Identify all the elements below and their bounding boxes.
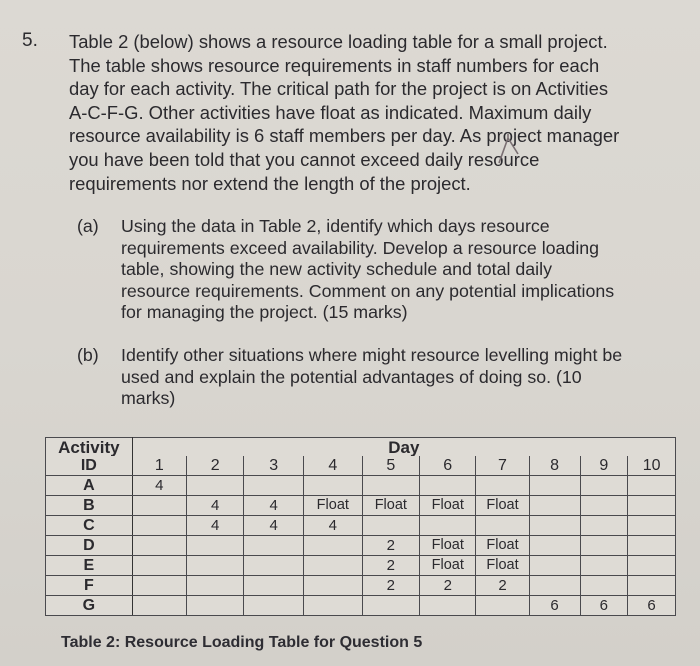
table-cell (186, 576, 243, 596)
table-cell (244, 576, 304, 596)
part-b-text (121, 345, 661, 410)
day-number: 2 (186, 456, 243, 476)
table-cell: 2 (476, 576, 529, 596)
question-line: The table shows resource requirements in staff numbers for each (69, 54, 600, 76)
table-cell: Float (420, 556, 476, 576)
table-cell (132, 596, 186, 616)
table-cell (362, 476, 419, 496)
table-cell (628, 556, 676, 576)
question-line: you have been told that you cannot exceed daily resource (69, 148, 540, 170)
table-cell (628, 516, 676, 536)
table-cell (132, 576, 186, 596)
table-row (46, 476, 676, 496)
table-cell: Float (476, 556, 529, 576)
table-cell (304, 536, 363, 556)
table-row (46, 516, 676, 536)
part-b-line: marks) (121, 388, 176, 408)
question-line: Table 2 (below) shows a resource loading table for a small project. (69, 31, 608, 52)
day-number: 10 (628, 456, 676, 476)
activity-id: A (46, 476, 133, 496)
table-cell (362, 596, 419, 616)
table-row (46, 596, 676, 616)
activity-id: B (46, 496, 133, 516)
table-cell (186, 596, 243, 616)
table-cell: Float (476, 496, 529, 516)
table-cell: 2 (420, 576, 476, 596)
table-cell (628, 476, 676, 496)
table-cell (420, 596, 476, 616)
table-cell: 4 (186, 496, 243, 516)
table-cell (132, 556, 186, 576)
table-cell (580, 576, 628, 596)
table-caption: Table 2: Resource Loading Table for Question 5 (61, 634, 423, 651)
table-cell (304, 476, 363, 496)
table-cell: Float (420, 496, 476, 516)
part-a-label: (a) (77, 216, 99, 236)
day-number: 7 (476, 456, 529, 476)
table-cell (580, 496, 628, 516)
question-line: requirements nor extend the length of the project. (69, 172, 471, 194)
table-cell: Float (476, 536, 529, 556)
part-b-line: used and explain the potential advantages of doing so. (10 (121, 366, 582, 387)
activity-id: D (46, 536, 133, 556)
table-cell (529, 516, 580, 536)
day-number: 3 (244, 456, 304, 476)
table-cell (420, 516, 476, 536)
activity-id: G (46, 596, 133, 616)
table-cell (529, 556, 580, 576)
table-cell: 4 (304, 516, 363, 536)
part-a-line: requirements exceed availability. Develop a resource loading (121, 237, 600, 258)
table-cell (186, 536, 243, 556)
table-cell (580, 516, 628, 536)
table-cell (628, 576, 676, 596)
activity-id: C (46, 516, 133, 536)
table-cell (476, 516, 529, 536)
activity-header: Activity (46, 438, 133, 457)
table-cell (628, 496, 676, 516)
table-cell (580, 476, 628, 496)
table-cell (529, 576, 580, 596)
question-text (69, 30, 669, 195)
part-a-line: Using the data in Table 2, identify which days resource (121, 216, 550, 236)
table-cell (186, 556, 243, 576)
table-cell (186, 476, 243, 496)
table-row (46, 496, 676, 516)
table-cell: Float (304, 496, 363, 516)
table-cell (362, 516, 419, 536)
table-cell (420, 476, 476, 496)
day-number: 6 (420, 456, 476, 476)
question-number: 5. (22, 30, 38, 51)
table-row (46, 536, 676, 556)
resource-loading-table (45, 437, 676, 616)
table-cell (304, 576, 363, 596)
part-a-line: table, showing the new activity schedule and total daily (121, 259, 552, 279)
table-cell: Float (420, 536, 476, 556)
table-cell: 2 (362, 536, 419, 556)
activity-id: F (46, 576, 133, 596)
table-cell (580, 536, 628, 556)
table-row (46, 556, 676, 576)
table-cell: 2 (362, 576, 419, 596)
question-line: resource availability is 6 staff members per day. As project manager (69, 125, 620, 147)
table-cell (476, 476, 529, 496)
day-number: 8 (529, 456, 580, 476)
table-cell (244, 596, 304, 616)
id-header: ID (46, 456, 133, 476)
question-line: day for each activity. The critical path for the project is on Activities (69, 78, 609, 100)
table-cell (244, 536, 304, 556)
table-cell (580, 556, 628, 576)
table-cell (529, 496, 580, 516)
part-a-text (121, 216, 661, 324)
table-cell (476, 596, 529, 616)
table-cell (132, 496, 186, 516)
day-number: 1 (132, 456, 186, 476)
table-cell (628, 536, 676, 556)
table-cell (132, 536, 186, 556)
table-cell: 6 (529, 596, 580, 616)
table-cell (244, 476, 304, 496)
table-cell: 6 (628, 596, 676, 616)
table-cell (529, 536, 580, 556)
part-b-line: Identify other situations where might resource levelling might be (121, 345, 623, 365)
question-line: A-C-F-G. Other activities have float as indicated. Maximum daily (69, 101, 592, 123)
table-cell (132, 516, 186, 536)
table-cell: 6 (580, 596, 628, 616)
table-cell (304, 556, 363, 576)
part-b-label: (b) (77, 345, 99, 365)
table-cell: Float (362, 496, 419, 516)
day-number: 9 (580, 456, 628, 476)
day-header: Day (132, 438, 675, 457)
table-cell: 2 (362, 556, 419, 576)
table-cell: 4 (132, 476, 186, 496)
part-a-line: resource requirements. Comment on any potential implications (121, 280, 615, 301)
table-row (46, 576, 676, 596)
table-cell (304, 596, 363, 616)
part-a-line: for managing the project. (15 marks) (121, 302, 408, 322)
table-cell: 4 (244, 516, 304, 536)
table-cell (244, 556, 304, 576)
table-cell: 4 (244, 496, 304, 516)
day-number: 4 (304, 456, 363, 476)
activity-id: E (46, 556, 133, 576)
table-cell: 4 (186, 516, 243, 536)
table-cell (529, 476, 580, 496)
day-number: 5 (362, 456, 419, 476)
